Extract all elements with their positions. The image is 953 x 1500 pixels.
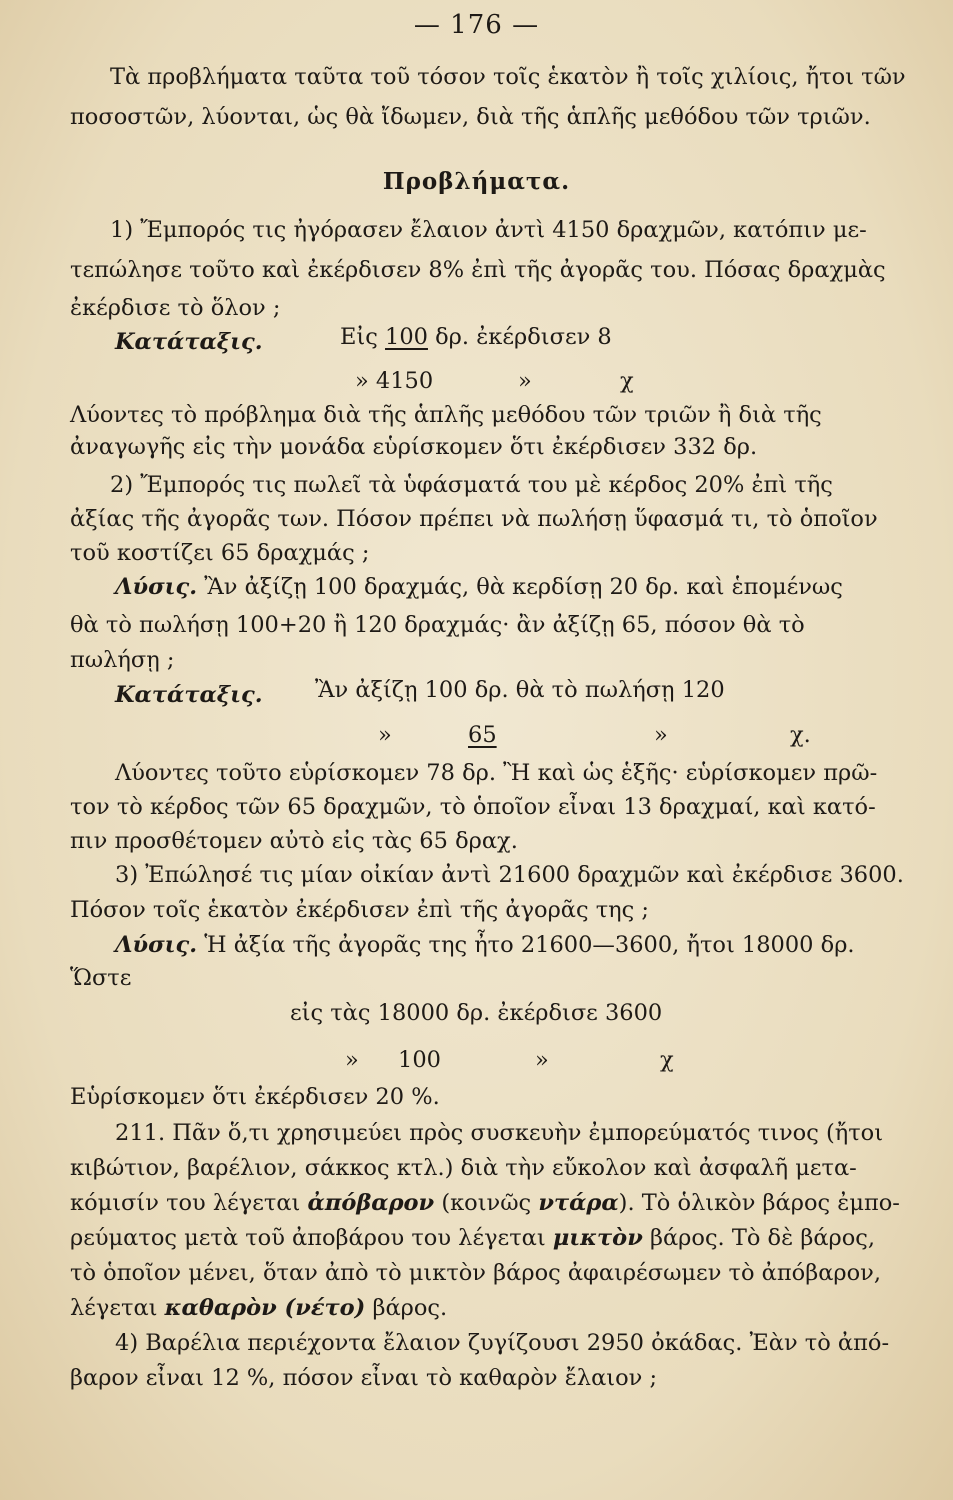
arrangement-2-row-2a: » [378,722,392,748]
problem-1-line-2: τεπώλησε τοῦτο καὶ ἐκέρδισεν 8% ἐπὶ τῆς ἀγορᾶς του. Πόσας δραχμὰς [70,257,886,283]
solution-3-result: Εὑρίσκομεν ὅτι ἐκέρδισεν 20 %. [70,1084,440,1110]
arrangement-1-row-2c: χ [620,368,634,394]
problem-3-line-2: Πόσον τοῖς ἑκατὸν ἐκέρδισεν ἐπὶ τῆς ἀγορᾶς της ; [70,897,650,923]
para-211-line-1: 211. Πᾶν ὅ,τι χρησιμεύει πρὸς συσκευὴν ἐμπορεύματός τινος (ἤτοι [115,1120,884,1146]
problem-4-line-2: βαρον εἶναι 12 %, πόσον εἶναι τὸ καθαρὸν ἔλαιον ; [70,1365,658,1391]
problem-2-line-3: τοῦ κοστίζει 65 δραχμάς ; [70,540,370,566]
intro-line-1: Τὰ προβλήματα ταῦτα τοῦ τόσον τοῖς ἑκατὸν ἢ τοῖς χιλίοις, ἤτοι τῶν [110,64,906,90]
problem-2-line-1: 2) Ἔμπορός τις πωλεῖ τὰ ὑφάσματά του μὲ κέρδος 20% ἐπὶ τῆς [110,472,833,498]
intro-line-2: ποσοστῶν, λύονται, ὡς θὰ ἴδωμεν, διὰ τῆς ἁπλῆς μεθόδου τῶν τριῶν. [70,104,871,130]
arrangement-3-row-1: εἰς τὰς 18000 δρ. ἐκέρδισε 3600 [290,1000,663,1026]
arrangement-1-label: Κατάταξις. [115,329,263,355]
arrangement-2-label: Κατάταξις. [115,682,263,708]
solution-2b-line-3: πιν προσθέτομεν αὐτὸ εἰς τὰς 65 δραχ. [70,828,518,854]
para-211-line-6: λέγεται καθαρὸν (νέτο) βάρος. [70,1295,448,1321]
solution-2b-line-1: Λύοντες τοῦτο εὑρίσκομεν 78 δρ. Ἢ καὶ ὡς ἑξῆς· εὑρίσκομεν πρῶ- [115,760,878,786]
page-number: — 176 — [413,10,540,40]
arrangement-1-row-2a: » 4150 [355,368,434,394]
solution-2-line-2: θὰ τὸ πωλήσῃ 100+20 ἢ 120 δραχμάς· ἂν ἀξίζῃ 65, πόσον θὰ τὸ [70,612,805,638]
solution-1-line-2: ἀναγωγῆς εἰς τὴν μονάδα εὑρίσκομεν ὅτι ἐκέρδισεν 332 δρ. [70,434,758,460]
solution-2-line-1: Λύσις. Ἂν ἀξίζῃ 100 δραχμάς, θὰ κερδίσῃ 20 δρ. καὶ ἑπομένως [115,574,843,600]
arrangement-3-row-2d: χ [660,1047,674,1073]
arrangement-2-row-2c: » [654,722,668,748]
arrangement-1-row-2b: » [518,368,532,394]
solution-1-line-1: Λύοντες τὸ πρόβλημα διὰ τῆς ἁπλῆς μεθόδου τῶν τριῶν ἢ διὰ τῆς [70,402,822,428]
arrangement-3-row-2b: 100 [398,1047,441,1073]
para-211-line-2: κιβώτιον, βαρέλιον, σάκκος κτλ.) διὰ τὴν εὔκολον καὶ ἀσφαλῆ μετα- [70,1155,857,1181]
para-211-line-5: τὸ ὁποῖον μένει, ὅταν ἀπὸ τὸ μικτὸν βάρος ἀφαιρέσωμεν τὸ ἀπόβαρον, [70,1260,882,1286]
problem-1-line-1: 1) Ἔμπορός τις ἠγόρασεν ἔλαιον ἀντὶ 4150 δραχμῶν, κατόπιν με- [110,217,867,243]
arrangement-3-row-2c: » [535,1047,549,1073]
arrangement-2-row-2d: χ. [790,722,811,748]
problem-1-line-3: ἐκέρδισε τὸ ὅλον ; [70,295,281,321]
problem-2-line-2: ἀξίας τῆς ἀγορᾶς των. Πόσον πρέπει νὰ πωλήσῃ ὕφασμά τι, τὸ ὁποῖον [70,506,878,532]
problem-3-line-1: 3) Ἐπώλησέ τις μίαν οἰκίαν ἀντὶ 21600 δραχμῶν καὶ ἐκέρδισε 3600. [115,862,904,888]
arrangement-1-row-1: Εἰς 100 δρ. ἐκέρδισεν 8 [340,324,612,350]
para-211-line-4: ρεύματος μετὰ τοῦ ἀποβάρου του λέγεται μικτὸν βάρος. Τὸ δὲ βάρος, [70,1225,876,1251]
arrangement-2-row-1: Ἂν ἀξίζῃ 100 δρ. θὰ τὸ πωλήσῃ 120 [315,677,725,703]
problem-4-line-1: 4) Βαρέλια περιέχοντα ἔλαιον ζυγίζουσι 2950 ὀκάδας. Ἐὰν τὸ ἀπό- [115,1330,890,1356]
solution-3-line-2: Ὥστε [70,965,132,991]
arrangement-2-row-2b: 65 [468,722,497,748]
arrangement-3-row-2a: » [345,1047,359,1073]
section-heading: Προβλήματα. [382,168,571,195]
para-211-line-3: κόμισίν του λέγεται ἀπόβαρον (κοινῶς ντάρα). Τὸ ὁλικὸν βάρος ἐμπο- [70,1190,900,1216]
solution-2b-line-2: τον τὸ κέρδος τῶν 65 δραχμῶν, τὸ ὁποῖον εἶναι 13 δραχμαί, καὶ κατό- [70,794,876,820]
solution-3-line-1: Λύσις. Ἡ ἀξία τῆς ἀγορᾶς της ἦτο 21600—3600, ἤτοι 18000 δρ. [115,932,855,958]
solution-2-line-3: πωλήσῃ ; [70,647,175,673]
